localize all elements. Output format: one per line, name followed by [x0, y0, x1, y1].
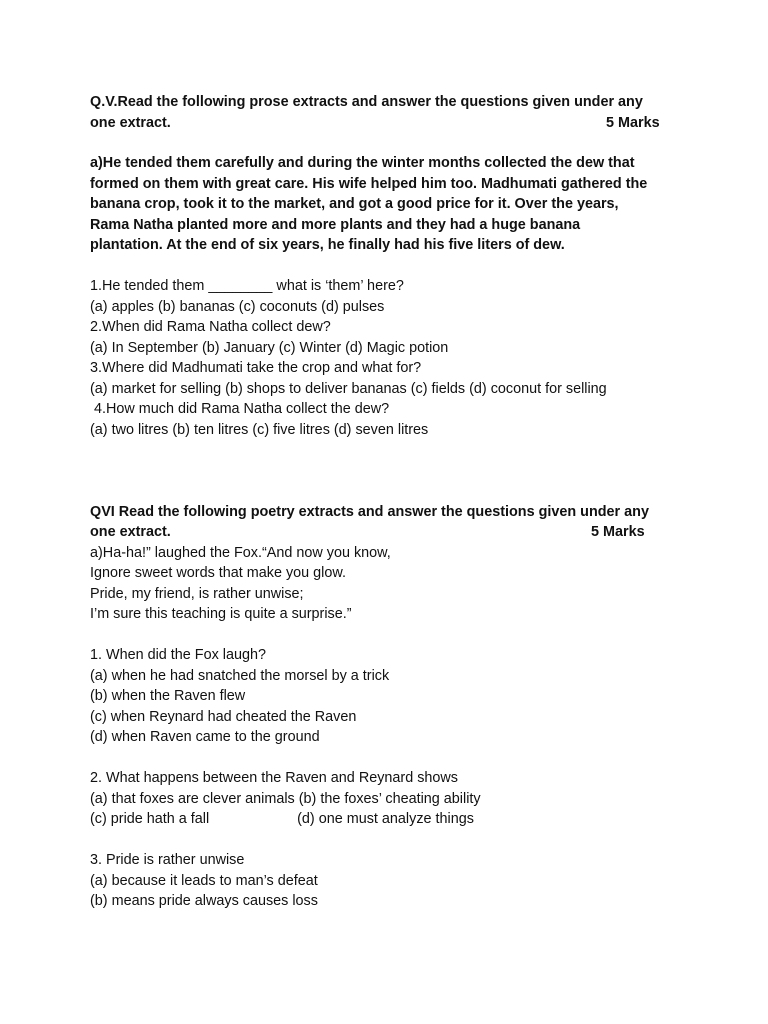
q5-question-line: (a) In September (b) January (c) Winter (d) Magic potion	[90, 340, 449, 356]
q6-question3-line: (a) because it leads to man’s defeat	[90, 873, 318, 889]
q6-marks: 5 Marks	[591, 524, 645, 540]
q5-passage-line: a)He tended them carefully and during the winter months collected the dew that	[90, 155, 635, 171]
q6-question1-line: (b) when the Raven flew	[90, 688, 246, 704]
q6-question1-line: 1. When did the Fox laugh?	[90, 647, 266, 663]
q6-question1-line: (a) when he had snatched the morsel by a trick	[90, 668, 390, 684]
q5-passage-line: plantation. At the end of six years, he finally had his five liters of dew.	[90, 237, 565, 253]
q6-question1-line: (c) when Reynard had cheated the Raven	[90, 709, 357, 725]
q5-question-line: (a) apples (b) bananas (c) coconuts (d) pulses	[90, 299, 385, 315]
q6-poem-line: Ignore sweet words that make you glow.	[90, 565, 346, 581]
q6-poem-line: a)Ha-ha!” laughed the Fox.“And now you know,	[90, 545, 391, 561]
q5-question-line: 2.When did Rama Natha collect dew?	[90, 319, 331, 335]
q5-question-line: (a) market for selling (b) shops to deliver bananas (c) fields (d) coconut for selling	[90, 381, 607, 397]
q5-question-line: 3.Where did Madhumati take the crop and what for?	[90, 360, 422, 376]
q5-passage-line: Rama Natha planted more and more plants and they had a huge banana	[90, 217, 581, 233]
q6-question2-line: (a) that foxes are clever animals (b) the foxes’ cheating ability	[90, 791, 481, 807]
q6-heading-line1: QVI Read the following poetry extracts and answer the questions given under any	[90, 504, 649, 520]
q6-question2-line: (c) pride hath a fall (d) one must analyze things	[90, 811, 474, 827]
q5-passage-line: formed on them with great care. His wife helped him too. Madhumati gathered the	[90, 176, 648, 192]
q6-question1-line: (d) when Raven came to the ground	[90, 729, 320, 745]
q5-heading-line2: one extract.	[90, 115, 171, 131]
q5-question-line: (a) two litres (b) ten litres (c) five litres (d) seven litres	[90, 422, 429, 438]
q6-question3-line: (b) means pride always causes loss	[90, 893, 318, 909]
q5-heading-line1: Q.V.Read the following prose extracts and answer the questions given under any	[90, 94, 643, 110]
q5-passage-line: banana crop, took it to the market, and got a good price for it. Over the years,	[90, 196, 619, 212]
q6-heading-line2: one extract.	[90, 524, 171, 540]
q5-question-line: 4.How much did Rama Natha collect the dew?	[90, 401, 390, 417]
q5-marks: 5 Marks	[606, 115, 660, 131]
q6-question3-line: 3. Pride is rather unwise	[90, 852, 245, 868]
q6-poem-line: I’m sure this teaching is quite a surprise.”	[90, 606, 352, 622]
q5-question-line: 1.He tended them ________ what is ‘them’ here?	[90, 278, 404, 294]
q6-question2-line: 2. What happens between the Raven and Reynard shows	[90, 770, 458, 786]
q6-poem-line: Pride, my friend, is rather unwise;	[90, 586, 304, 602]
